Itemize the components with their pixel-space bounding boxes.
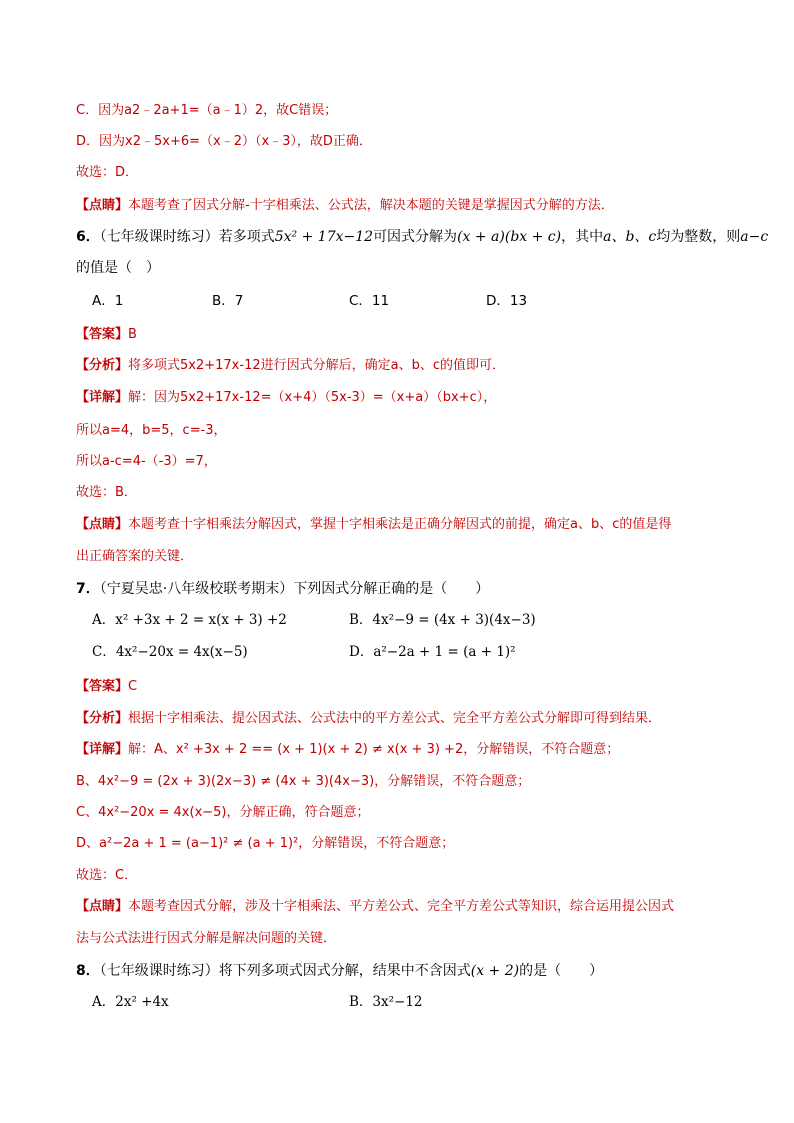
q7-number: 7． — [76, 581, 100, 597]
q7-stem-text: 下列因式分解正确的是（ ） — [293, 581, 490, 597]
q8-number: 8． — [76, 963, 100, 979]
q7-option-b: B．4x²−9 = (4x + 3)(4x−3) — [349, 612, 536, 628]
q7-note-line2: 法与公式法进行因式分解是解决问题的关键． — [76, 931, 337, 946]
analysis-text: 根据十字相乘法、提公因式法、公式法中的平方差公式、完全平方差公式分解即可得到结果． — [128, 711, 662, 726]
note-text: 本题考查十字相乘法分解因式，掌握十字相乘法是正确分解因式的前提，确定a、b、c的值是得 — [128, 517, 672, 532]
q6-polynomial: 5x² + 17x−12 — [274, 229, 374, 245]
prev-note — [76, 197, 614, 215]
q6-stem-end: 的值是（ ） — [76, 260, 160, 276]
prev-analysis-c: C．因为a2﹣2a+1=（a﹣1）2，故C错误； — [76, 103, 338, 118]
analysis-tag: 【分析】 — [76, 358, 129, 373]
q6-option-a: A．1 — [92, 293, 124, 309]
q6-stem-text: 若多项式 — [218, 229, 275, 245]
q7-answer — [76, 678, 137, 696]
q7-detail-b: B、4x²−9 = (2x + 3)(2x−3) ≠ (4x + 3)(4x−3)，分解错误，不符合题意； — [76, 774, 531, 789]
q6-option-c: C．11 — [349, 293, 390, 309]
answer-value: B — [128, 327, 137, 342]
analysis-tag: 【分析】 — [76, 711, 129, 726]
analysis-text: 将多项式5x2+17x-12进行因式分解后，确定a、b、c的值即可． — [128, 358, 505, 373]
q8-option-b: B．3x²−12 — [349, 994, 423, 1010]
note-text: 本题考查了因式分解-十字相乘法、公式法，解决本题的关键是掌握因式分解的方法． — [128, 198, 614, 213]
note-tag: 【点睛】 — [76, 517, 129, 532]
q6-detail-line3: 所以a-c=4-（-3）=7， — [76, 454, 217, 469]
q6-variables: a、b、c — [603, 229, 657, 245]
q6-stem-text: ，其中 — [561, 229, 604, 245]
q8-stem-text: 的是（ ） — [519, 963, 604, 979]
q6-source: （七年级课时练习） — [99, 229, 219, 245]
prev-choice: 故选：D． — [76, 165, 139, 180]
q6-choice: 故选：B． — [76, 485, 137, 500]
q6-note — [76, 516, 671, 534]
answer-value: C — [128, 679, 138, 694]
q8-factor: (x + 2) — [470, 963, 520, 979]
q7-option-a: A．x² +3x + 2 = x(x + 3) +2 — [92, 612, 287, 628]
q7-note — [76, 898, 674, 916]
prev-analysis-d: D．因为x2﹣5x+6=（x﹣2）（x﹣3），故D正确． — [76, 134, 372, 149]
answer-tag: 【答案】 — [76, 679, 129, 694]
detail-text: 解：因为5x2+17x-12=（x+4）（5x-3）=（x+a）（bx+c）， — [128, 390, 497, 405]
note-tag: 【点睛】 — [76, 899, 129, 914]
q8-stem-text: 将下列多项式因式分解，结果中不含因式 — [218, 963, 471, 979]
q7-analysis — [76, 710, 661, 728]
q6-number: 6． — [76, 229, 100, 245]
q8-stem — [76, 962, 603, 980]
answer-tag: 【答案】 — [76, 327, 129, 342]
q6-answer — [76, 326, 137, 344]
q8-source: （七年级课时练习） — [99, 963, 219, 979]
q6-option-d: D．13 — [486, 293, 528, 309]
q6-detail — [76, 389, 496, 407]
q6-stem-text: 可因式分解为 — [373, 229, 458, 245]
q8-option-a: A．2x² +4x — [92, 994, 169, 1010]
note-tag: 【点睛】 — [76, 198, 129, 213]
q6-option-b: B．7 — [212, 293, 244, 309]
note-text: 本题考查因式分解，涉及十字相乘法、平方差公式、完全平方差公式等知识，综合运用提公因式 — [128, 899, 675, 914]
q6-expression: a−c — [740, 229, 769, 245]
q6-factored-form: (x + a)(bx + c) — [457, 229, 562, 245]
detail-text: 解：A、x² +3x + 2 == (x + 1)(x + 2) ≠ x(x + 3) +2，分解错误，不符合题意； — [128, 742, 620, 757]
q7-option-c: C．4x²−20x = 4x(x−5) — [92, 644, 248, 660]
q7-choice: 故选：C． — [76, 868, 138, 883]
detail-tag: 【详解】 — [76, 742, 129, 757]
q7-source: （宁夏吴忠·八年级校联考期末） — [99, 581, 294, 597]
q6-analysis — [76, 357, 505, 375]
q7-detail-c: C、4x²−20x = 4x(x−5)，分解正确，符合题意； — [76, 805, 370, 820]
q6-stem — [76, 228, 768, 246]
q7-detail-d: D、a²−2a + 1 = (a−1)² ≠ (a + 1)²，分解错误，不符合题意； — [76, 836, 455, 851]
detail-tag: 【详解】 — [76, 390, 129, 405]
q6-note-line2: 出正确答案的关键． — [76, 549, 194, 564]
q7-option-d: D．a²−2a + 1 = (a + 1)² — [349, 644, 516, 660]
q7-detail — [76, 741, 619, 759]
q7-stem — [76, 580, 489, 598]
q6-detail-line2: 所以a=4，b=5，c=-3， — [76, 423, 227, 438]
q6-stem-text: 均为整数，则 — [656, 229, 741, 245]
